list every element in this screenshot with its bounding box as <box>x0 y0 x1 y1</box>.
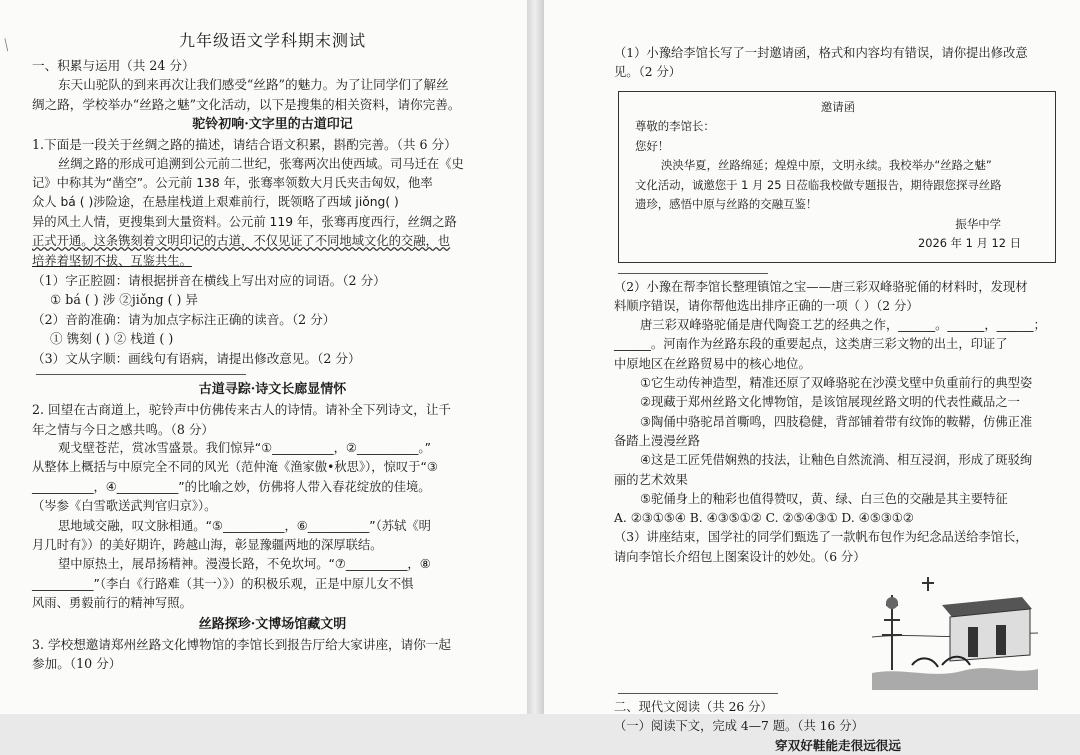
question-3-1: 见。（2 分） <box>614 65 682 80</box>
answer-line <box>36 374 246 375</box>
tote-bag-pattern-illustration <box>872 575 1038 690</box>
question-1-2: （2）音韵准确：请为加点字标注正确的读音。（2 分） <box>32 311 336 327</box>
letter-body-line: 遗珍，感悟中原与丝路的交融互鉴！ <box>635 197 818 212</box>
intro-line: 东天山驼队的到来再次让我们感受“丝路”的魅力。为了让同学们了解丝 <box>58 77 449 93</box>
letter-greeting: 您好！ <box>635 138 670 153</box>
question-3-3: 请向李馆长介绍包上图案设计的妙处。（6 分） <box>614 549 866 564</box>
question-3-2: （2）小豫在帮李馆长整理镇馆之宝——唐三彩双峰骆驼俑的材料时，发现材 <box>614 279 1028 294</box>
question-3-2: 料顺序错误，请你帮他选出排序正确的一项（ ）（2 分） <box>614 298 919 313</box>
poem-line: 风雨、勇毅前行的精神写照。 <box>32 596 192 611</box>
intro-line: 绸之路，学校举办“丝路之魅”文化活动，以下是搜集的相关资料，请你完善。 <box>32 96 461 112</box>
passage-line: 异的风土人情，更搜集到大量资料。公元前 119 年，张骞再度西行，丝绸之路 <box>32 214 457 229</box>
passage-line-underlined: 培养着坚韧不拔、互鉴共生。 <box>32 253 192 268</box>
section-1-heading: 一、积累与运用（共 24 分） <box>32 58 195 73</box>
poem-line: 观戈壁苍茫，赏冰雪盛景。我们惊异“①__________，②__________。” <box>58 440 431 455</box>
subsection-heading: 丝路探珍·文博场馆藏文明 <box>198 616 347 632</box>
material-option: ④这是工匠凭借娴熟的技法，让釉色自然流淌、相互浸润，形成了斑驳绚 <box>640 453 1033 468</box>
poem-line: 望中原热土，展昂扬精神。漫漫长路，不免坎坷。“⑦__________，⑧ <box>58 557 431 572</box>
material-option: ①它生动传神造型，精准还原了双峰骆驼在沙漠戈壁中负重前行的典型姿 <box>640 376 1033 391</box>
material-option: ②现藏于郑州丝路文化博物馆，是该馆展现丝路文明的代表性藏品之一 <box>640 395 1020 410</box>
right-exam-page <box>544 0 1080 753</box>
question-3: 参加。（10 分） <box>32 655 122 671</box>
poem-line: （岑参《白雪歌送武判官归京》）。 <box>32 499 217 514</box>
letter-salutation: 尊敬的李馆长： <box>635 119 715 134</box>
material-option: 丽的艺术效果 <box>614 472 688 487</box>
exam-title: 九年级语文学科期末测试 <box>178 31 366 50</box>
answer-line <box>618 693 778 694</box>
letter-signer: 振华中学 <box>955 216 1001 231</box>
material-line: ______。河南作为丝路东段的重要起点，这类唐三彩文物的出土，印证了 <box>614 337 1008 352</box>
section-2-heading: 二、现代文阅读（共 26 分） <box>614 700 773 715</box>
material-line: 唐三彩双峰骆驼俑是唐代陶瓷工艺的经典之作，______。______，______； <box>640 318 1046 333</box>
page-gutter <box>527 0 544 714</box>
question-1: 1.下面是一段关于丝绸之路的描述，请结合语文积累，斟酌完善。（共 6 分） <box>32 137 457 153</box>
left-exam-page <box>0 0 527 714</box>
invitation-letter-box <box>618 91 1056 263</box>
question-2: 年之情与今日之感共鸣。（8 分） <box>32 421 215 437</box>
question-3: 3. 学校想邀请郑州丝路文化博物馆的李馆长到报告厅给大家讲座，请你一起 <box>32 636 452 652</box>
question-2: 2. 回望在古商道上，驼铃声中仿佛传来古人的诗情。请补全下列诗文，让千 <box>32 402 452 418</box>
question-1-1-options: ① bá ( ) 涉 ②jiǒng ( ) 异 <box>50 292 199 308</box>
answer-line <box>618 273 768 274</box>
subsection-heading: 古道寻踪·诗文长廊显情怀 <box>198 382 347 398</box>
material-option: 备踏上漫漫丝路 <box>614 433 701 448</box>
poem-line: 从整体上概括与中原完全不同的风光（范仲淹《渔家傲•秋思》），惊叹于“③ <box>32 460 438 475</box>
bag-pattern-area <box>614 575 1062 693</box>
letter-heading: 邀请函 <box>820 99 856 114</box>
passage-line-underlined: 正式开通。这条镌刻着文明印记的古道，不仅见证了不同地域文化的交融，也 <box>32 234 451 249</box>
letter-body-line: 文化活动，诚邀您于 1 月 25 日莅临我校做专题报告，期待跟您探寻丝路 <box>635 177 1002 192</box>
letter-date: 2026 年 1 月 12 日 <box>917 236 1021 251</box>
material-line: 中原地区在丝路贸易中的核心地位。 <box>614 356 811 371</box>
poem-line: __________，④__________”的比喻之妙，仿佛将人带入春花绽放的佳境。 <box>32 479 431 494</box>
passage-line: 丝绸之路的形成可追溯到公元前二世纪，张骞两次出使西域。司马迁在《史 <box>58 156 464 171</box>
question-1-2-options: ① 镌刻 ( ) ② 栈道 ( ) <box>50 331 174 347</box>
question-3-1: （1）小豫给李馆长写了一封邀请函，格式和内容均有错误，请你提出修改意 <box>614 46 1028 60</box>
answer-choices: A. ②③①⑤④ B. ④③⑤①② C. ②⑤④③① D. ④⑤③①② <box>614 511 914 526</box>
question-3-3: （3）讲座结束，国学社的同学们甄选了一款帆布包作为纪念品送给李馆长， <box>614 530 1028 545</box>
letter-body-line: 泱泱华夏，丝路绵延；煌煌中原，文明永续。我校举办“丝路之魅” <box>661 158 992 173</box>
question-1-3: （3）文从字顺：画线句有语病，请提出修改意见。（2 分） <box>32 350 361 366</box>
poem-line: __________”（李白《行路难（其一）》）的积极乐观，正是中原儿女不惧 <box>32 576 414 591</box>
reading-instruction: （一）阅读下文，完成 4—7 题。（共 16 分） <box>614 719 864 734</box>
question-1-1: （1）字正腔圆：请根据拼音在横线上写出对应的词语。（2 分） <box>32 273 386 289</box>
scan-mark: ╱ <box>1 39 13 52</box>
poem-line: 思地域交融，叹文脉相通。“⑤__________，⑥__________”（苏轼《明 <box>58 518 431 533</box>
essay-title: 穿双好鞋能走很远很远 <box>775 737 901 753</box>
poem-line: 月几时有》）的美好期许，跨越山海，彰显豫疆两地的深厚联结。 <box>32 537 383 552</box>
passage-line: 记》中称其为“凿空”。公元前 138 年，张骞率领数大月氏夹击匈奴，他率 <box>32 176 433 191</box>
material-option: ③陶俑中骆驼昂首嘶鸣，四肢稳健，背部铺着带有纹饰的鞍鞯，仿佛正准 <box>640 414 1033 429</box>
material-option: ⑤驼俑身上的釉彩也值得赞叹，黄、绿、白三色的交融是其主要特征 <box>640 491 1008 506</box>
subsection-heading: 驼铃初响·文字里的古道印记 <box>192 117 353 133</box>
passage-line: 众人 bá ( )涉险途，在悬崖栈道上艰难前行，既领略了西域 jiǒng( ) <box>32 195 399 210</box>
